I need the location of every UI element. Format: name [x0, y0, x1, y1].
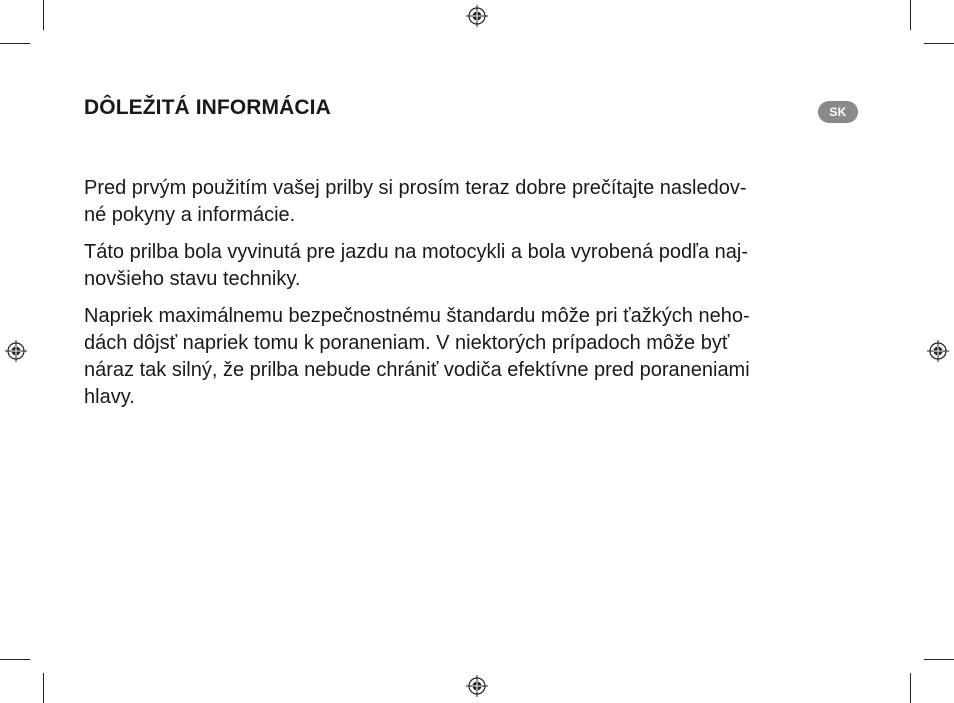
registration-crosshair-icon: [927, 340, 949, 362]
crop-mark-top-right-vertical: [910, 0, 911, 30]
paragraph-intro: [84, 175, 860, 229]
text-line: náraz tak silný, že prilba nebude chrániť vodiča efektívne pred poraneniami: [84, 359, 750, 381]
registration-crosshair-icon: [466, 675, 488, 697]
paragraph-safety-warning: [84, 303, 860, 411]
crop-mark-top-left-vertical: [43, 0, 44, 30]
text-line: Táto prilba bola vyvinutá pre jazdu na motocykli a bola vyrobená podľa naj-: [84, 241, 748, 263]
crop-mark-bottom-left-horizontal: [0, 659, 30, 660]
crop-mark-top-right-horizontal: [924, 43, 954, 44]
text-line: Pred prvým použitím vašej prilby si prosím teraz dobre prečítajte nasledov-: [84, 177, 747, 199]
page-title: DÔLEŽITÁ INFORMÁCIA: [84, 96, 331, 119]
text-line: dách dôjsť napriek tomu k poraneniam. V niektorých prípadoch môže byť: [84, 332, 730, 354]
crop-mark-bottom-right-vertical: [910, 673, 911, 703]
document-body: [84, 175, 860, 421]
crop-mark-bottom-right-horizontal: [924, 659, 954, 660]
text-line: Napriek maximálnemu bezpečnostnému štandardu môže pri ťažkých neho-: [84, 305, 750, 327]
registration-crosshair-icon: [5, 340, 27, 362]
text-line: novšieho stavu techniky.: [84, 268, 301, 290]
text-line: né pokyny a informácie.: [84, 204, 296, 226]
language-badge: SK: [818, 101, 858, 123]
text-line: hlavy.: [84, 386, 135, 408]
paragraph-development: [84, 239, 860, 293]
crop-mark-bottom-left-vertical: [43, 673, 44, 703]
crop-mark-top-left-horizontal: [0, 43, 30, 44]
registration-crosshair-icon: [466, 5, 488, 27]
